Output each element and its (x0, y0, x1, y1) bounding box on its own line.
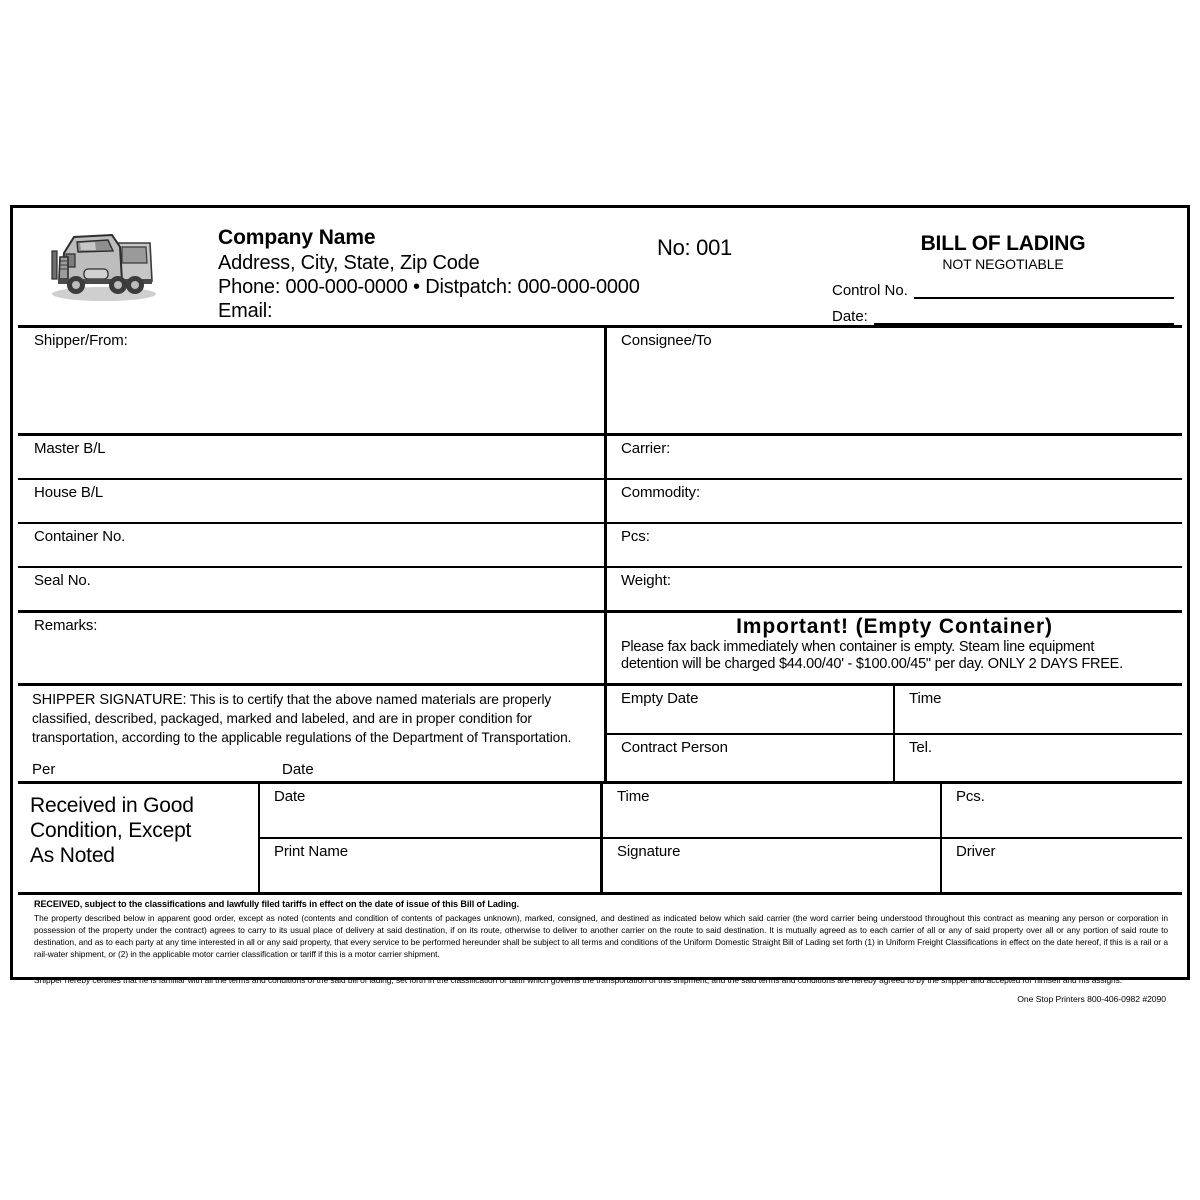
terms-heading: RECEIVED, subject to the classifications and lawfully filed tariffs in effect on the date of issue of this Bill of Lading. (34, 899, 519, 910)
empty-date-label: Empty Date (621, 690, 699, 708)
contract-person-label: Contract Person (621, 739, 728, 757)
terms-paragraph-2: Shipper hereby certifies that he is familiar with all the terms and conditions of the said bill of lading, set forth in the classification or tariff which governs the transportation of this shipment, and the said terms and conditions are hereby agreed to by the shipper and accepted for himself and his assigns. (34, 974, 1123, 985)
address-row (18, 325, 1182, 433)
print-name-label: Print Name (274, 843, 349, 861)
control-no-label: Control No. (832, 282, 908, 300)
company-email: Email: (218, 300, 273, 323)
empty-time-cell[interactable] (893, 686, 1182, 733)
received-time-cell[interactable] (600, 784, 940, 837)
received-row (18, 781, 1182, 892)
signature-row (18, 683, 1182, 781)
shipper-signature-text (18, 686, 604, 747)
received-heading-line-2: Condition, Except (30, 818, 192, 842)
consignee-label: Consignee/To (621, 332, 712, 350)
control-no-input[interactable] (914, 284, 1174, 299)
empty-container-details (604, 686, 1182, 781)
tel-cell[interactable] (893, 735, 1182, 781)
received-top-row (260, 784, 1182, 837)
shipper-signature-cell[interactable] (18, 686, 604, 781)
pcs-label: Pcs: (621, 528, 650, 546)
master-bl-label: Master B/L (34, 440, 106, 458)
doc-number-value: No: 001 (657, 235, 732, 260)
received-heading-line-3: As Noted (30, 843, 115, 867)
important-line-1: Please fax back immediately when container is empty. Steam line equipment (621, 639, 1095, 656)
control-no-row (832, 282, 1174, 299)
shipper-signature-body: This is to certify that the above named materials are properly classified, described, packaged, marked and labeled, and are in proper condition for transportation, according to the applicable regulations of the Department of Transportation. (32, 692, 572, 745)
received-bottom-row (260, 837, 1182, 892)
signature-cell[interactable] (600, 839, 940, 892)
shipper-label: Shipper/From: (34, 332, 128, 350)
seal-no-row (18, 566, 1182, 610)
bill-of-lading-form (10, 205, 1190, 1004)
remarks-important-row (18, 610, 1182, 683)
per-label[interactable]: Per (32, 760, 56, 778)
master-bl-cell[interactable] (18, 436, 604, 478)
weight-label: Weight: (621, 572, 671, 590)
date-row (832, 308, 1174, 325)
shipper-cell[interactable] (18, 328, 604, 433)
company-name: Company Name (218, 226, 376, 249)
house-bl-row (18, 478, 1182, 522)
carrier-cell[interactable] (604, 436, 1182, 478)
weight-cell[interactable] (604, 568, 1182, 610)
signature-label: Signature (617, 843, 681, 861)
semi-truck-icon (40, 223, 168, 303)
received-date-label: Date (274, 788, 306, 806)
received-pcs-label: Pcs. (956, 788, 985, 806)
important-line-2: detention will be charged $44.00/40' - $100.00/45" per day. ONLY 2 DAYS FREE. (621, 656, 1123, 673)
empty-date-row (607, 686, 1182, 733)
date-input[interactable] (874, 310, 1174, 325)
remarks-cell[interactable] (18, 613, 604, 683)
document-number (657, 223, 832, 261)
carrier-label: Carrier: (621, 440, 671, 458)
container-no-cell[interactable] (18, 524, 604, 566)
printer-credit: One Stop Printers 800-406-0982 #2090 (1017, 993, 1166, 1004)
form-header (18, 213, 1182, 325)
commodity-cell[interactable] (604, 480, 1182, 522)
received-date-cell[interactable] (260, 784, 600, 837)
company-address: Address, City, State, Zip Code (218, 251, 480, 274)
container-no-row (18, 522, 1182, 566)
received-pcs-cell[interactable] (940, 784, 1182, 837)
company-phone: Phone: 000-000-0000 • Distpatch: 000-000-0000 (218, 276, 640, 298)
terms-and-conditions (18, 892, 1182, 1004)
driver-cell[interactable] (940, 839, 1182, 892)
tel-label: Tel. (909, 739, 932, 757)
terms-paragraph-1: The property described below in apparent good order, except as noted (contents and condition of contents of packages unknown), marked, consigned, and destined as indicated below which said carrier (the word carrier being understood throughout this contract as meaning any person or corporation in possession of the property under the contract) agrees to carry to its usual place of delivery at said destination, if on its route, otherwise to deliver to another carrier on the route to said destination. It is mutually agreed as to each carrier of all or any of said property over all or any portion of said route to destination, and as to each party at any time interested in all or any said property, that every service to be performed hereunder shall be subject to all terms and conditions of the Uniform Domestic Straight Bill of Lading set forth (1) in Uniform Freight Classifications in effect on the date hereof, if this is a rail or a rail-water shipment, or (2) in the applicable motor carrier classification or tariff if this is a motor carrier shipment. (34, 913, 1168, 959)
received-time-label: Time (617, 788, 650, 806)
commodity-label: Commodity: (621, 484, 701, 502)
company-logo (18, 223, 218, 303)
house-bl-label: House B/L (34, 484, 104, 502)
empty-time-label: Time (909, 690, 942, 708)
per-date-row (18, 761, 604, 778)
signature-date-label[interactable]: Date (282, 760, 314, 778)
driver-label: Driver (956, 843, 996, 861)
consignee-cell[interactable] (604, 328, 1182, 433)
empty-date-cell[interactable] (607, 686, 893, 733)
form-inner-border (18, 213, 1182, 1004)
container-no-label: Container No. (34, 528, 126, 546)
seal-no-cell[interactable] (18, 568, 604, 610)
master-bl-row (18, 433, 1182, 478)
title-block (832, 223, 1182, 325)
received-heading-line-1: Received in Good (30, 794, 194, 818)
pcs-cell[interactable] (604, 524, 1182, 566)
important-cell (604, 613, 1182, 683)
contract-person-row (607, 733, 1182, 781)
important-title: Important! (Empty Container) (736, 615, 1053, 639)
seal-no-label: Seal No. (34, 572, 91, 590)
page-title: BILL OF LADING (920, 232, 1086, 255)
contract-person-cell[interactable] (607, 735, 893, 781)
remarks-label: Remarks: (34, 617, 98, 635)
received-heading (18, 784, 258, 892)
shipper-signature-caps: SHIPPER SIGNATURE: (32, 692, 187, 709)
company-info (218, 223, 657, 324)
house-bl-cell[interactable] (18, 480, 604, 522)
received-grid (258, 784, 1182, 892)
date-label: Date: (832, 308, 868, 326)
not-negotiable-label: NOT NEGOTIABLE (942, 256, 1064, 273)
print-name-cell[interactable] (260, 839, 600, 892)
